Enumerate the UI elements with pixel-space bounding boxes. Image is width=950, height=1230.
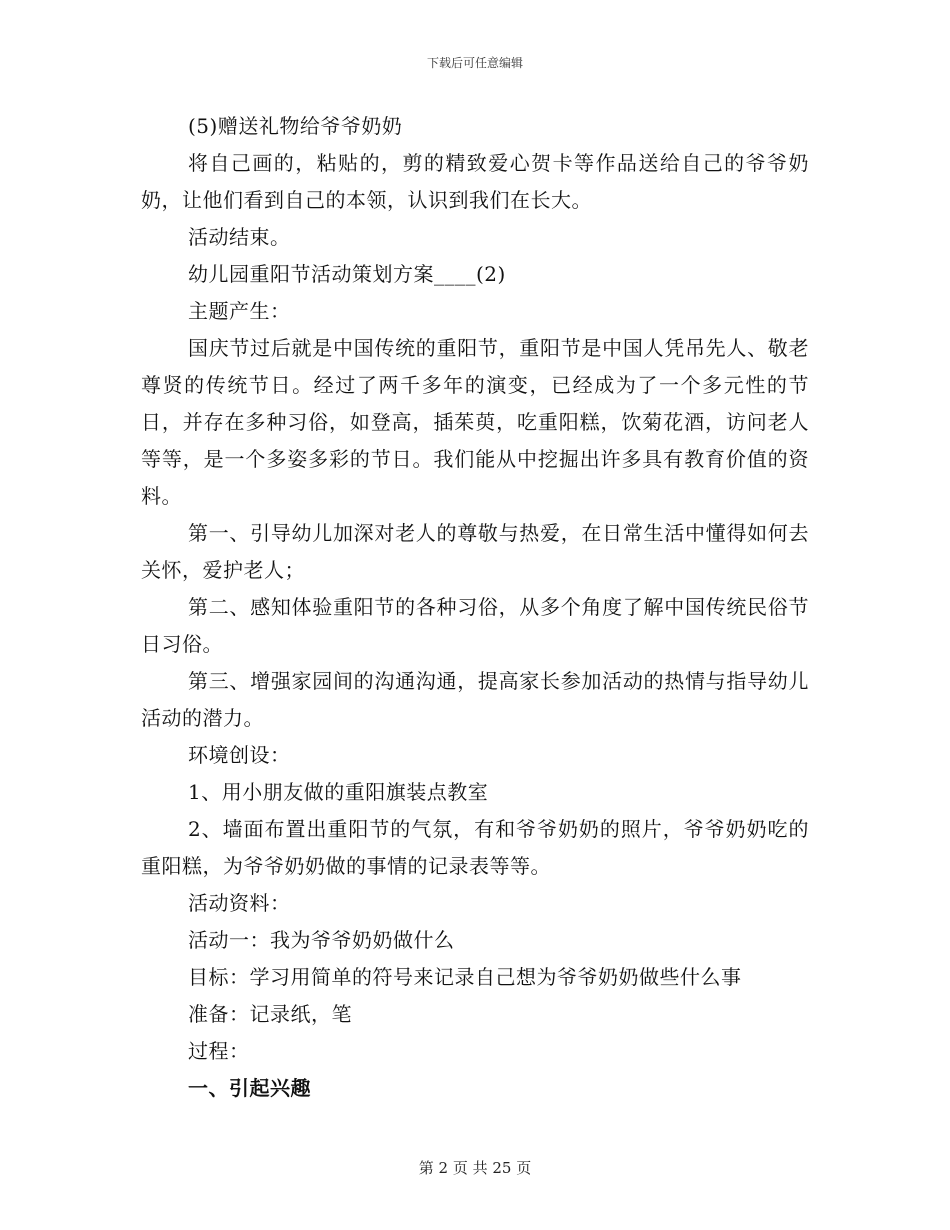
paragraph-process-heading: 过程：: [188, 1039, 250, 1063]
paragraph-objective: 目标：学习用简单的符号来记录自己想为爷爷奶奶做些什么事: [188, 965, 742, 989]
paragraph-activity-one: 活动一：我为爷爷奶奶做什么: [188, 928, 455, 952]
paragraph-goal-1: 第一、引导幼儿加深对老人的尊敬与热爱，在日常生活中懂得如何去关怀，爱护老人；: [141, 521, 809, 582]
paragraph-plan-title: 幼儿园重阳节活动策划方案____(2): [188, 262, 506, 286]
paragraph-theme-heading: 主题产生：: [188, 299, 291, 323]
page-header-note: 下载后可任意编辑: [426, 56, 523, 70]
paragraph-environment-1: 1、用小朋友做的重阳旗装点教室: [188, 780, 489, 804]
paragraph-environment-2: 2、墙面布置出重阳节的气氛，有和爷爷奶奶的照片，爷爷奶奶吃的重阳糕，为爷爷奶奶做的事情的记录表等等。: [141, 817, 809, 878]
document-body: [141, 108, 809, 1107]
paragraph-theme-text: 国庆节过后就是中国传统的重阳节，重阳节是中国人凭吊先人、敬老尊贤的传统节日。经过了两千多年的演变，已经成为了一个多元性的节日，并存在多种习俗，如登高，插茱萸，吃重阳糕，饮菊花酒，访问老人等等，是一个多姿多彩的节日。我们能从中挖掘出许多具有教育价值的资料。: [141, 336, 809, 508]
paragraph-step-one: 一、引起兴趣: [188, 1076, 311, 1100]
paragraph-environment-heading: 环境创设：: [188, 743, 291, 767]
paragraph-gift-text: 将自己画的，粘贴的，剪的精致爱心贺卡等作品送给自己的爷爷奶奶，让他们看到自己的本领，认识到我们在长大。: [141, 151, 809, 212]
paragraph-materials-heading: 活动资料：: [188, 891, 291, 915]
paragraph-preparation: 准备：记录纸，笔: [188, 1002, 352, 1026]
paragraph-activity-end: 活动结束。: [188, 225, 291, 249]
paragraph-goal-3: 第三、增强家园间的沟通沟通，提高家长参加活动的热情与指导幼儿活动的潜力。: [141, 669, 809, 730]
page-number: 第 2 页 共 25 页: [418, 1159, 532, 1177]
paragraph-gift-heading: (5)赠送礼物给爷爷奶奶: [188, 114, 403, 138]
paragraph-goal-2: 第二、感知体验重阳节的各种习俗，从多个角度了解中国传统民俗节日习俗。: [141, 595, 809, 656]
